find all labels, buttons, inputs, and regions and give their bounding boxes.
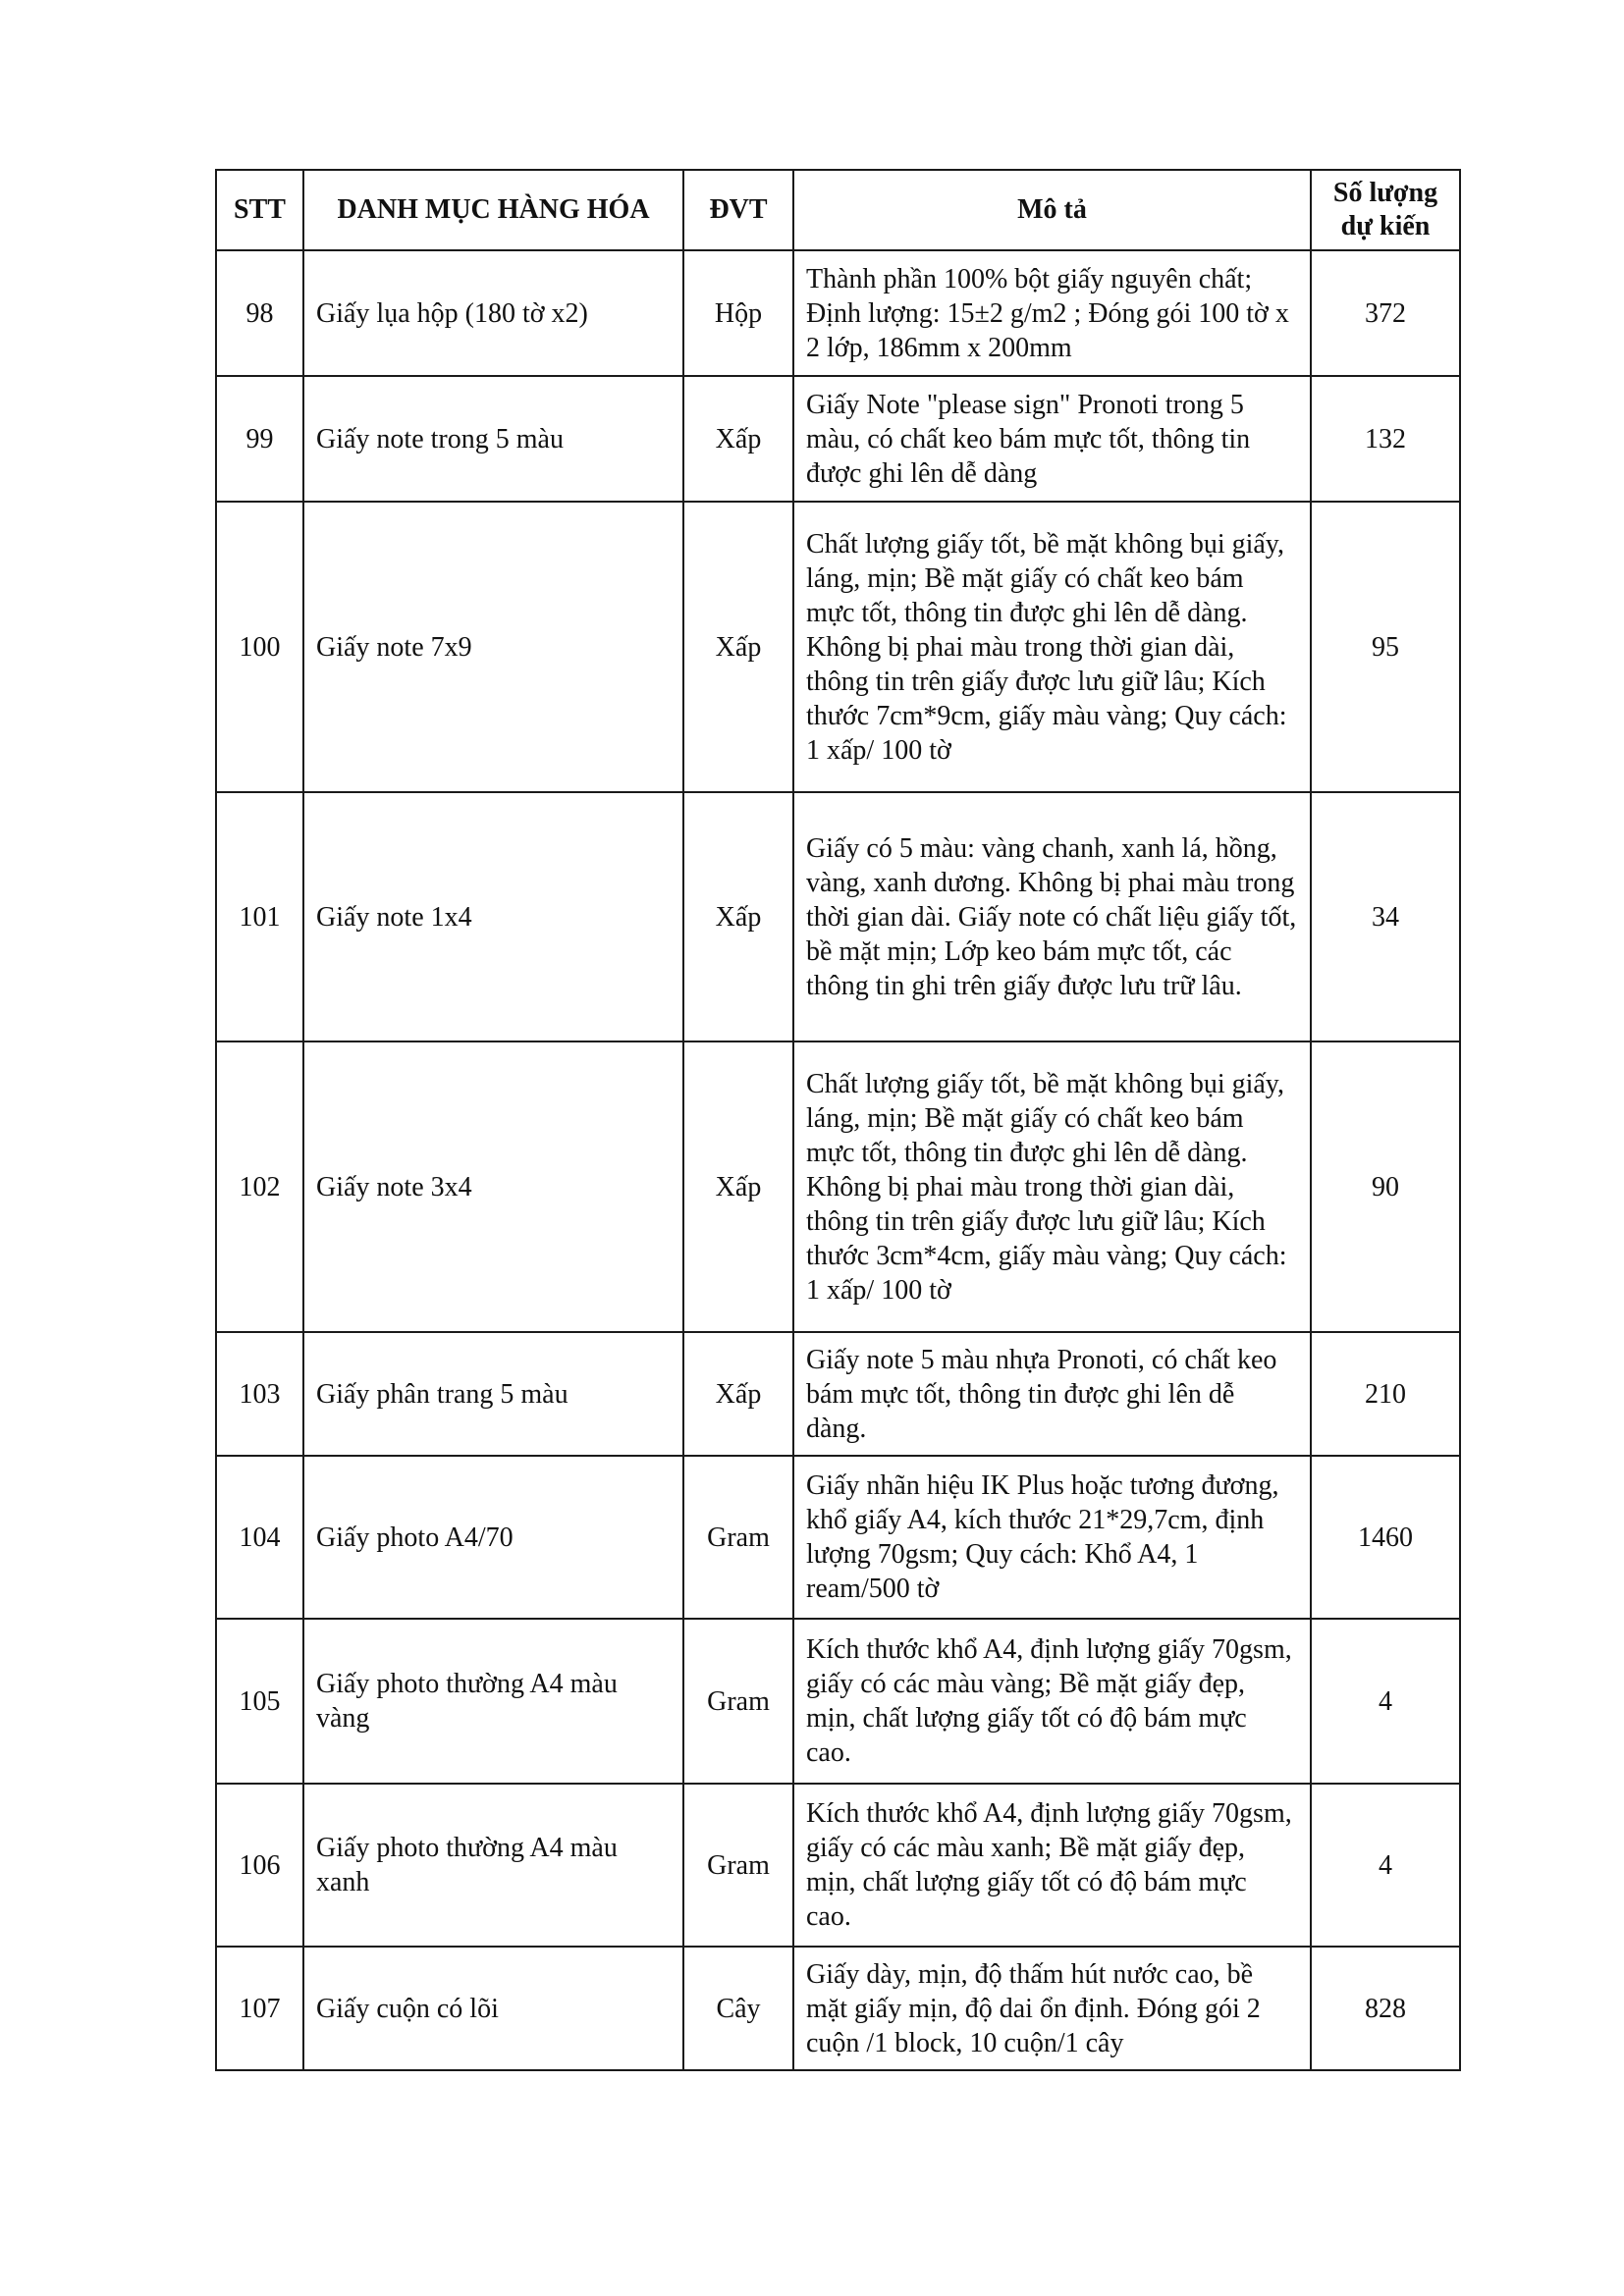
table-row (216, 1784, 1460, 1947)
goods-table (215, 169, 1461, 2071)
cell-item-name: Giấy note 7x9 (303, 502, 683, 792)
table-row (216, 1947, 1460, 2070)
header-stt: STT (216, 170, 303, 250)
cell-unit: Gram (683, 1784, 793, 1947)
cell-unit: Xấp (683, 792, 793, 1041)
header-unit: ĐVT (683, 170, 793, 250)
cell-item-name: Giấy photo thường A4 màu vàng (303, 1619, 683, 1784)
table-row (216, 376, 1460, 502)
cell-item-name: Giấy note 1x4 (303, 792, 683, 1041)
cell-item-name: Giấy note trong 5 màu (303, 376, 683, 502)
cell-unit: Gram (683, 1619, 793, 1784)
table-row (216, 250, 1460, 376)
cell-item-name: Giấy note 3x4 (303, 1041, 683, 1332)
cell-quantity: 95 (1311, 502, 1460, 792)
cell-quantity: 4 (1311, 1784, 1460, 1947)
cell-stt: 103 (216, 1332, 303, 1456)
cell-item-name: Giấy photo A4/70 (303, 1456, 683, 1619)
cell-stt: 101 (216, 792, 303, 1041)
cell-item-name: Giấy cuộn có lõi (303, 1947, 683, 2070)
cell-stt: 104 (216, 1456, 303, 1619)
cell-quantity: 90 (1311, 1041, 1460, 1332)
table-row (216, 502, 1460, 792)
cell-item-name: Giấy phân trang 5 màu (303, 1332, 683, 1456)
cell-stt: 106 (216, 1784, 303, 1947)
table-row (216, 1619, 1460, 1784)
table-header-row (216, 170, 1460, 250)
cell-stt: 107 (216, 1947, 303, 2070)
cell-unit: Hộp (683, 250, 793, 376)
cell-quantity: 372 (1311, 250, 1460, 376)
cell-quantity: 828 (1311, 1947, 1460, 2070)
cell-stt: 99 (216, 376, 303, 502)
cell-quantity: 210 (1311, 1332, 1460, 1456)
header-item-name: DANH MỤC HÀNG HÓA (303, 170, 683, 250)
cell-description: Giấy nhãn hiệu IK Plus hoặc tương đương, khổ giấy A4, kích thước 21*29,7cm, định lượng 70gsm; Quy cách: Khổ A4, 1 ream/500 tờ (793, 1456, 1311, 1619)
cell-quantity: 1460 (1311, 1456, 1460, 1619)
cell-unit: Xấp (683, 1332, 793, 1456)
cell-unit: Xấp (683, 1041, 793, 1332)
table-row (216, 792, 1460, 1041)
cell-description: Giấy có 5 màu: vàng chanh, xanh lá, hồng, vàng, xanh dương. Không bị phai màu trong thời gian dài. Giấy note có chất liệu giấy tốt, bề mặt mịn; Lớp keo bám mực tốt, các thông tin ghi trên giấy được lưu trữ lâu. (793, 792, 1311, 1041)
cell-description: Kích thước khổ A4, định lượng giấy 70gsm, giấy có các màu vàng; Bề mặt giấy đẹp, mịn, chất lượng giấy tốt có độ bám mực cao. (793, 1619, 1311, 1784)
cell-description: Chất lượng giấy tốt, bề mặt không bụi giấy, láng, mịn; Bề mặt giấy có chất keo bám mực tốt, thông tin được ghi lên dễ dàng. Không bị phai màu trong thời gian dài, thông tin trên giấy được lưu giữ lâu; Kích thước 7cm*9cm, giấy màu vàng; Quy cách: 1 xấp/ 100 tờ (793, 502, 1311, 792)
cell-unit: Xấp (683, 376, 793, 502)
cell-description: Giấy dày, mịn, độ thấm hút nước cao, bề mặt giấy mịn, độ dai ổn định. Đóng gói 2 cuộn /1 block, 10 cuộn/1 cây (793, 1947, 1311, 2070)
header-description: Mô tả (793, 170, 1311, 250)
header-quantity: Số lượng dự kiến (1311, 170, 1460, 250)
cell-description: Kích thước khổ A4, định lượng giấy 70gsm, giấy có các màu xanh; Bề mặt giấy đẹp, mịn, chất lượng giấy tốt có độ bám mực cao. (793, 1784, 1311, 1947)
cell-description: Thành phần 100% bột giấy nguyên chất; Định lượng: 15±2 g/m2 ; Đóng gói 100 tờ x 2 lớp, 186mm x 200mm (793, 250, 1311, 376)
cell-description: Chất lượng giấy tốt, bề mặt không bụi giấy, láng, mịn; Bề mặt giấy có chất keo bám mực tốt, thông tin được ghi lên dễ dàng. Không bị phai màu trong thời gian dài, thông tin trên giấy được lưu giữ lâu; Kích thước 3cm*4cm, giấy màu vàng; Quy cách: 1 xấp/ 100 tờ (793, 1041, 1311, 1332)
cell-item-name: Giấy photo thường A4 màu xanh (303, 1784, 683, 1947)
table-row (216, 1041, 1460, 1332)
cell-stt: 102 (216, 1041, 303, 1332)
cell-unit: Gram (683, 1456, 793, 1619)
cell-stt: 98 (216, 250, 303, 376)
cell-stt: 100 (216, 502, 303, 792)
cell-item-name: Giấy lụa hộp (180 tờ x2) (303, 250, 683, 376)
cell-unit: Xấp (683, 502, 793, 792)
cell-quantity: 4 (1311, 1619, 1460, 1784)
cell-description: Giấy note 5 màu nhựa Pronoti, có chất keo bám mực tốt, thông tin được ghi lên dễ dàng. (793, 1332, 1311, 1456)
cell-unit: Cây (683, 1947, 793, 2070)
cell-quantity: 132 (1311, 376, 1460, 502)
table-row (216, 1456, 1460, 1619)
cell-stt: 105 (216, 1619, 303, 1784)
cell-description: Giấy Note "please sign" Pronoti trong 5 màu, có chất keo bám mực tốt, thông tin được ghi lên dễ dàng (793, 376, 1311, 502)
table-row (216, 1332, 1460, 1456)
cell-quantity: 34 (1311, 792, 1460, 1041)
